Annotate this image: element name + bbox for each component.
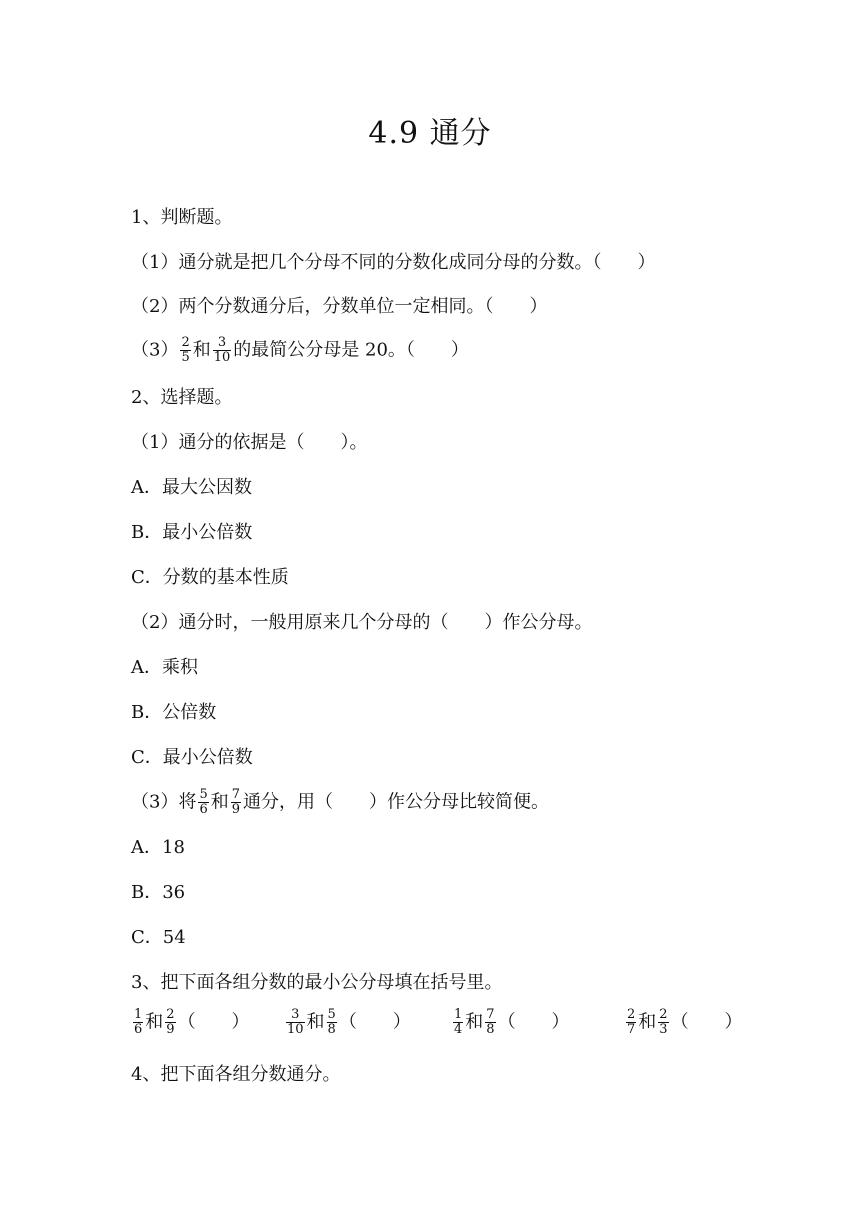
connector-text: 和 (465, 1011, 484, 1033)
fraction (327, 1008, 337, 1037)
option-c: C．分数的基本性质 (131, 567, 289, 588)
answer-blank: （ ） (338, 1011, 411, 1033)
connector-text: 和 (192, 339, 211, 361)
answer-blank: （ ） (177, 1011, 250, 1033)
fraction (231, 788, 241, 817)
section-3-heading: 3、把下面各组分数的最小公分母填在括号里。 (131, 972, 503, 993)
numerator: 3 (286, 1008, 305, 1023)
fraction-group-1 (131, 1008, 250, 1037)
numerator: 2 (659, 1007, 668, 1022)
section-1-heading: 1、判断题。 (131, 207, 233, 228)
denominator: 10 (213, 350, 231, 365)
fraction (453, 1008, 463, 1037)
numerator: 2 (166, 1007, 175, 1022)
numerator: 7 (486, 1007, 495, 1022)
fraction (198, 788, 208, 817)
connector-text: 和 (638, 1011, 657, 1033)
fraction-group-3 (451, 1008, 570, 1037)
s1-question-1: （1）通分就是把几个分母不同的分数化成同分母的分数。（ ） (131, 252, 656, 273)
numerator: 2 (181, 335, 190, 350)
numerator: 5 (327, 1007, 336, 1022)
q3-prefix: （3） (131, 339, 179, 361)
q3-suffix: 通分，用（ ）作公分母比较简便。 (243, 791, 550, 813)
fraction (180, 336, 190, 365)
fraction (165, 1008, 175, 1037)
denominator: 9 (231, 802, 241, 817)
fraction (213, 336, 232, 365)
fraction (658, 1008, 668, 1037)
fraction (485, 1008, 495, 1037)
option-b: B．36 (131, 882, 186, 903)
fraction (286, 1008, 305, 1037)
q3-suffix: 的最简公分母是 20。（ ） (233, 339, 469, 361)
connector-text: 和 (145, 1011, 164, 1033)
answer-blank: （ ） (497, 1011, 570, 1033)
numerator: 1 (454, 1007, 463, 1022)
numerator: 3 (213, 336, 232, 351)
option-b: B．最小公倍数 (131, 522, 253, 543)
denominator: 7 (627, 1022, 636, 1037)
option-a: A．乘积 (131, 657, 198, 678)
denominator: 6 (199, 802, 208, 817)
fraction-group-2 (284, 1008, 411, 1037)
denominator: 4 (454, 1022, 463, 1037)
section-2-heading: 2、选择题。 (131, 387, 233, 408)
denominator: 8 (327, 1022, 336, 1037)
connector-text: 和 (306, 1011, 325, 1033)
connector-text: 和 (210, 791, 229, 813)
page-title: 4.9 通分 (368, 116, 492, 151)
s2-question-3 (131, 788, 549, 817)
fraction (133, 1008, 143, 1037)
numerator: 5 (199, 787, 208, 802)
option-c: C．54 (131, 927, 186, 948)
numerator: 1 (134, 1007, 143, 1022)
numerator: 2 (627, 1007, 636, 1022)
option-b: B．公倍数 (131, 702, 217, 723)
denominator: 5 (181, 350, 190, 365)
q3-prefix: （3）将 (131, 791, 197, 813)
denominator: 9 (166, 1022, 175, 1037)
numerator: 7 (231, 787, 241, 802)
option-c: C．最小公倍数 (131, 747, 253, 768)
fraction-group-4 (624, 1008, 743, 1037)
s2-question-2: （2）通分时，一般用原来几个分母的（ ）作公分母。 (131, 612, 593, 633)
s1-question-2: （2）两个分数通分后，分数单位一定相同。（ ） (131, 296, 548, 317)
denominator: 10 (287, 1022, 304, 1037)
fraction (626, 1008, 636, 1037)
denominator: 3 (659, 1022, 668, 1037)
answer-blank: （ ） (670, 1011, 743, 1033)
s2-question-1: （1）通分的依据是（ ）。 (131, 432, 368, 453)
denominator: 8 (486, 1022, 495, 1037)
option-a: A．18 (131, 837, 185, 858)
denominator: 6 (134, 1022, 143, 1037)
section-4-heading: 4、把下面各组分数通分。 (131, 1064, 341, 1085)
s1-question-3 (131, 336, 469, 365)
option-a: A．最大公因数 (131, 477, 252, 498)
